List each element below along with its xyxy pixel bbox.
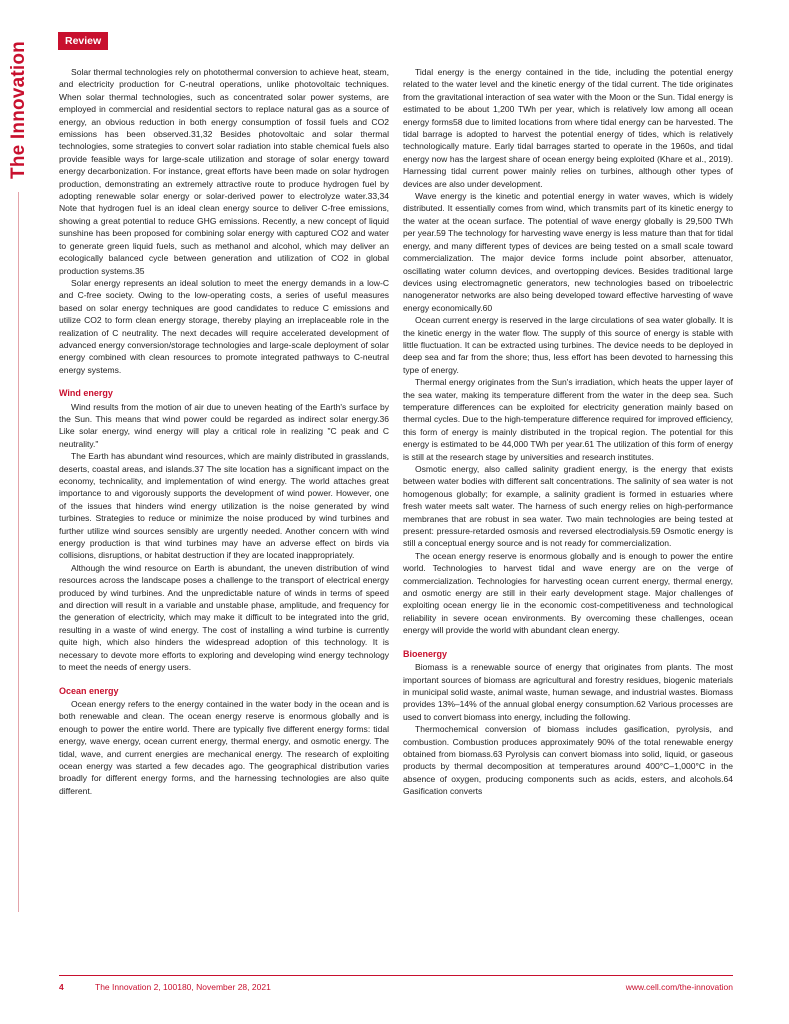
side-rule bbox=[18, 192, 19, 912]
paragraph: Biomass is a renewable source of energy that originates from plants. The most important sources of biomass are agricultural and forestry residues, biogenic materials in municipal solid waste, animal waste, human sewage, and industrial wastes. Biomass provides 13%–14% of the annual global energy consumption.62 Various processes are used to convert biomass into energy, including the following. bbox=[403, 662, 733, 722]
paragraph: The ocean energy reserve is enormous globally and is enough to power the entire world. Technologies to harvest tidal and wave energy are on the verge of commercialization. Technologies for harvesting ocean current energy, thermal energy, and osmotic energy are still in their early development stage. Major challenges of exploiting ocean energy lie in the economic cost-competitiveness and technological reliability in severe ocean environments. By overcoming these challenges, ocean energy will provide the world with abundant clean energy. bbox=[403, 550, 733, 636]
footer-citation: The Innovation 2, 100180, November 28, 2021 bbox=[95, 982, 271, 992]
journal-side-title bbox=[4, 30, 34, 190]
paragraph: Although the wind resource on Earth is abundant, the uneven distribution of wind resources across the landscape poses a challenge to the transport of electrical energy produced by wind turbines. And the unpredictable nature of winds in terms of speed and direction will result in a variable and unstable phase, amplitude, and frequency for the generation of electricity, which may make it difficult to be integrated into the grid, resulting in a waste of wind energy. The cost of installing a wind turbine is currently quite high, which also hinders the widespread adoption of this technology. It is necessary to devote more efforts to exploring and developing wind energy technology to meet the needs of energy users. bbox=[59, 562, 389, 673]
paragraph: Osmotic energy, also called salinity gradient energy, is the energy that exists between water bodies with different salt concentrations. The salinity of sea water is not homogenous globally; for example, a salinity gradient is formed in estuaries where fresh water meets salt water. The harness of such energy relies on high-performance membranes that are robust in sea water. Two main technologies are being tested at present: pressure-retarded osmosis and reversed electrodialysis.59 Osmotic energy is still a conceptual energy source and is not ready for commercialization. bbox=[403, 464, 733, 549]
paragraph: Wind results from the motion of air due to uneven heating of the Earth's surface by the Sun. This means that wind power could be regarded as indirect solar energy.36 Like solar energy, wind energy will play a critical role in realizing "C peak and C neutrality." bbox=[59, 401, 389, 449]
paragraph: The Earth has abundant wind resources, which are mainly distributed in grasslands, deserts, coastal areas, and islands.37 The site location has a significant impact on the economy, technicality, and implementation of wind energy. The world attaches great importance to and vigorously supports the development of wind power. However, one of the issues that hinders wind energy utilization is the noise generated by wind turbines. Strategies to reduce or minimize the noise produced by wind turbines and further utilize wind sources sensibly are urgently needed. Another concern with wind energy production is that wind turbines may have an adverse effect on birds via collisions, disruptions, or habitat destruction if they are located inappropriately. bbox=[59, 451, 389, 561]
page-number: 4 bbox=[59, 982, 64, 992]
paragraph: Ocean current energy is reserved in the large circulations of sea water globally. It is the kinetic energy in the water flow. The supply of this source of energy is stable with little fluctuation. It can be extracted using turbines. The device needs to be deployed in deep sea and far from the shore; thus, less effort has been devoted to harnessing this type of energy. bbox=[403, 315, 733, 375]
paragraph: Thermochemical conversion of biomass includes gasification, pyrolysis, and combustion. Combustion produces approximately 90% of the total renewable energy obtained from biomass.63 Pyrolysis can convert biomass into solid, liquid, or gaseous products by thermal decomposition at temperatures around 400°C–1,000°C in the absence of oxygen, producing components such as acids, esters, and alcohols.64 Gasification converts bbox=[403, 724, 733, 797]
section-heading: Ocean energy bbox=[59, 685, 119, 696]
paragraph: Tidal energy is the energy contained in the tide, including the potential energy related to the water level and the kinetic energy of the tidal current. The tide originates from the gravitational interaction of sea water with the Moon or the Sun. Tidal energy is estimated to be about 1,200 TWh per year, which is relatively low among all ocean energy forms58 due to limited locations from where tidal energy can be harvested. The tidal barrage is adopted to harvest the potential energy of tides, which is relatively technologically mature. Early tidal barrages started to operate in the 1960s, and tidal energy now has the largest share of ocean energy being exploited (Khare et al., 2019). Harnessing tidal current power mainly relies on turbines, although other types of devices are also under development. bbox=[403, 67, 733, 189]
left-column bbox=[59, 66, 389, 797]
section-badge: Review bbox=[58, 32, 108, 50]
paragraph: Solar thermal technologies rely on photothermal conversion to achieve heat, steam, and electricity production for C-neutral operations, unlike photovoltaic techniques. When solar thermal technologies, such as concentrated solar power systems, are employed in commercial and residential sectors to replace natural gas as a source of energy, an obvious reduction in both energy consumption of fossil fuels and CO2 emissions has been observed.31,32 Besides photovoltaic and solar thermal technologies, some strategies to convert solar radiation into stable chemical fuels also provide feasible ways for large-scale utilization and storage of solar energy toward energy decarbonization. For instance, great efforts have been made on solar hydrogen production, demonstrating an extremely attractive route to produce hydrogen fuel by adopting renewable solar energy or solar-derived power to electrolyze water.33,34 Note that hydrogen fuel is an ideal clean energy source to deliver C-free emissions, showing a great potential to reduce GHG emissions. Recently, a new concept of liquid sunshine has been proposed for combining solar energy with captured CO2 and water to generate green liquid fuels, such as methanol and alcohol, which may deliver an ecologically balanced cycle between generation and utilization of CO2 in global production systems.35 bbox=[59, 67, 389, 276]
paragraph: Wave energy is the kinetic and potential energy in water waves, which is widely distributed. It essentially comes from wind, which transmits part of its kinetic energy to the water at the ocean surface. The potential of wave energy globally is 29,500 TWh per year.59 The technology for harvesting wave energy is less mature than that for tidal energy, and many different types of devices are being tested on a small scale toward commercialization. The major device forms include point absorber, attenuator, oscillating water column devices, and overtopping devices. Besides traditional large devices using electromagnetic generators, new technologies based on triboelectric nanogenerator networks are also being developed toward effective harvesting of wave energy economically.60 bbox=[403, 191, 733, 313]
paragraph: Thermal energy originates from the Sun's irradiation, which heats the upper layer of the sea water, making its temperature different from the water in the deep sea. Such temperature differences can be exploited for electricity generation mainly based on thermal cycles. Due to the high-temperature difference required for improved efficiency, this form of energy is mainly distributed in the tropical region. The potential for this energy is estimated to be 44,000 TWh per year.61 The utilization of this form of energy is still at the research stage by universities and research institutes. bbox=[403, 377, 733, 462]
paragraph: Solar energy represents an ideal solution to meet the energy demands in a low-C and C-free society. Owing to the low-operating costs, a series of useful measures based on solar energy techniques are good candidates to reduce C emissions and utilize CO2 to form clean energy storage, thereby playing an irreplaceable role in the realization of C neutrality. The next decades will require accelerated development of advanced energy conversion/storage technologies and large-scale deployment of solar energy combined with clean resources to promote integrated pathways to C-neutral energy systems. bbox=[59, 277, 389, 375]
section-heading: Bioenergy bbox=[403, 648, 448, 659]
right-column bbox=[403, 66, 733, 798]
footer-url[interactable]: www.cell.com/the-innovation bbox=[625, 982, 733, 992]
paragraph: Ocean energy refers to the energy contained in the water body in the ocean and is both renewable and clean. The ocean energy reserve is enormous globally and is enough to power the entire world. There are typically five different energy forms: tidal energy, wave energy, ocean current energy, thermal energy, and osmotic energy. The tidal, wave, and current energies are mechanical energy. The research of exploiting ocean energy was started a few decades ago. The geographical distribution varies broadly for different energy forms, and the harnessing technologies are also quite different. bbox=[59, 698, 389, 796]
section-heading: Wind energy bbox=[59, 388, 113, 399]
footer-rule bbox=[59, 975, 733, 976]
journal-side-label: The Innovation bbox=[8, 41, 29, 179]
page-footer bbox=[0, 975, 789, 995]
